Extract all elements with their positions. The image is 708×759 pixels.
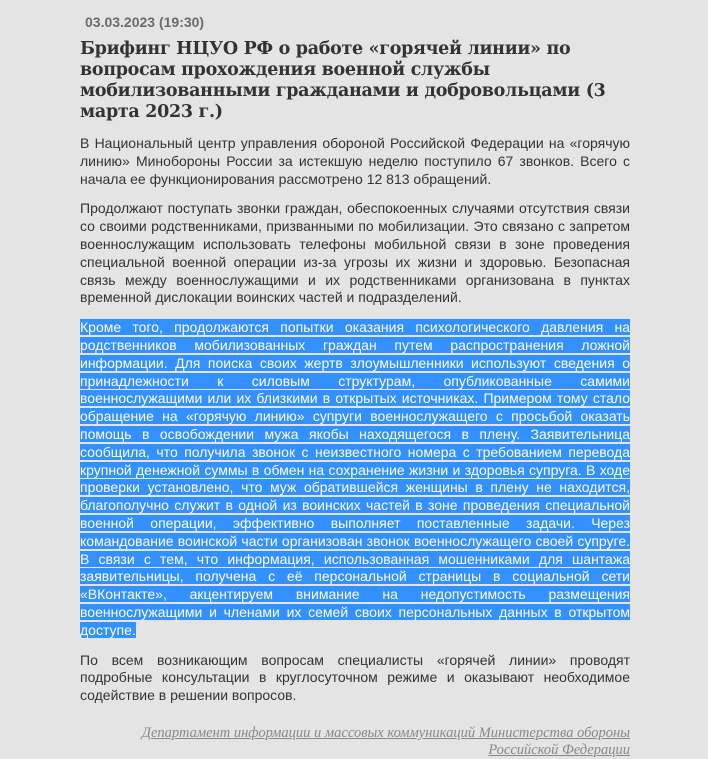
- paragraph-1: В Национальный центр управления обороной Российской Федерации на «горячую линию» Минобороны России за истекшую неделю поступило 67 звонков. Всего с начала ее функционирования рассмотрено 12 813 обращений.: [80, 135, 630, 187]
- paragraph-3-selected[interactable]: [80, 319, 630, 639]
- paragraph-2: Продолжают поступать звонки граждан, обеспокоенных случаями отсутствия связи со своими родственниками, призванными по мобилизации. Это связано с запретом военнослужащим использовать телефоны мобильной связи в зоне проведения специальной военной операции из-за угрозы их жизни и здоровью. Безопасная связь между военнослужащими и их родственниками организована в пунктах временной дислокации воинских частей и подразделений.: [80, 200, 630, 306]
- article: [80, 14, 630, 759]
- article-date: 03.03.2023 (19:30): [85, 14, 205, 30]
- article-title: Брифинг НЦУО РФ о работе «горячей линии» по вопросам прохождения военной службы мобилизованными гражданами и добровольцами (3 марта 2023 г.): [80, 39, 606, 122]
- selected-text[interactable]: Кроме того, продолжаются попытки оказания психологического давления на родственников мобилизованных граждан путем распространения ложной информации. Для поиска своих жертв злоумышленники используют сведения о принадлежности к силовым структурам, опубликованные самими военнослужащими или их близкими в открытых источниках. Примером тому стало обращение на «горячую линию» супруги военнослужащего с просьбой оказать помощь в освобождении мужа якобы находящегося в плену. Заявительница сообщила, что получила звонок с неизвестного номера с требованием перевода крупной денежной суммы в обмен на сохранение жизни и здоровья супруга. В ходе проверки установлено, что муж обратившейся женщины в плену не находится, благополучно служит в одной из воинских частей в зоне проведения специальной военной операции, эффективно выполняет поставленные задачи. Через командование воинской части организован звонок военнослужащего своей супруге. В связи с тем, что информация, использованная мошенниками для шантажа заявительницы, получена с её персональной страницы в социальной сети «ВКонтакте», акцентируем внимание на недопустимость размещения военнослужащими и членами их семей своих персональных данных в открытом доступе.: [80, 319, 630, 638]
- paragraph-4: По всем возникающим вопросам специалисты «горячей линии» проводят подробные консультации в круглосуточном режиме и оказывают необходимое содействие в решении вопросов.: [80, 651, 630, 704]
- signature-line-2[interactable]: Российской Федерации: [488, 741, 630, 758]
- signature-link[interactable]: [80, 725, 630, 759]
- signature-line-1[interactable]: Департамент информации и массовых коммуникаций Министерства обороны: [141, 724, 630, 741]
